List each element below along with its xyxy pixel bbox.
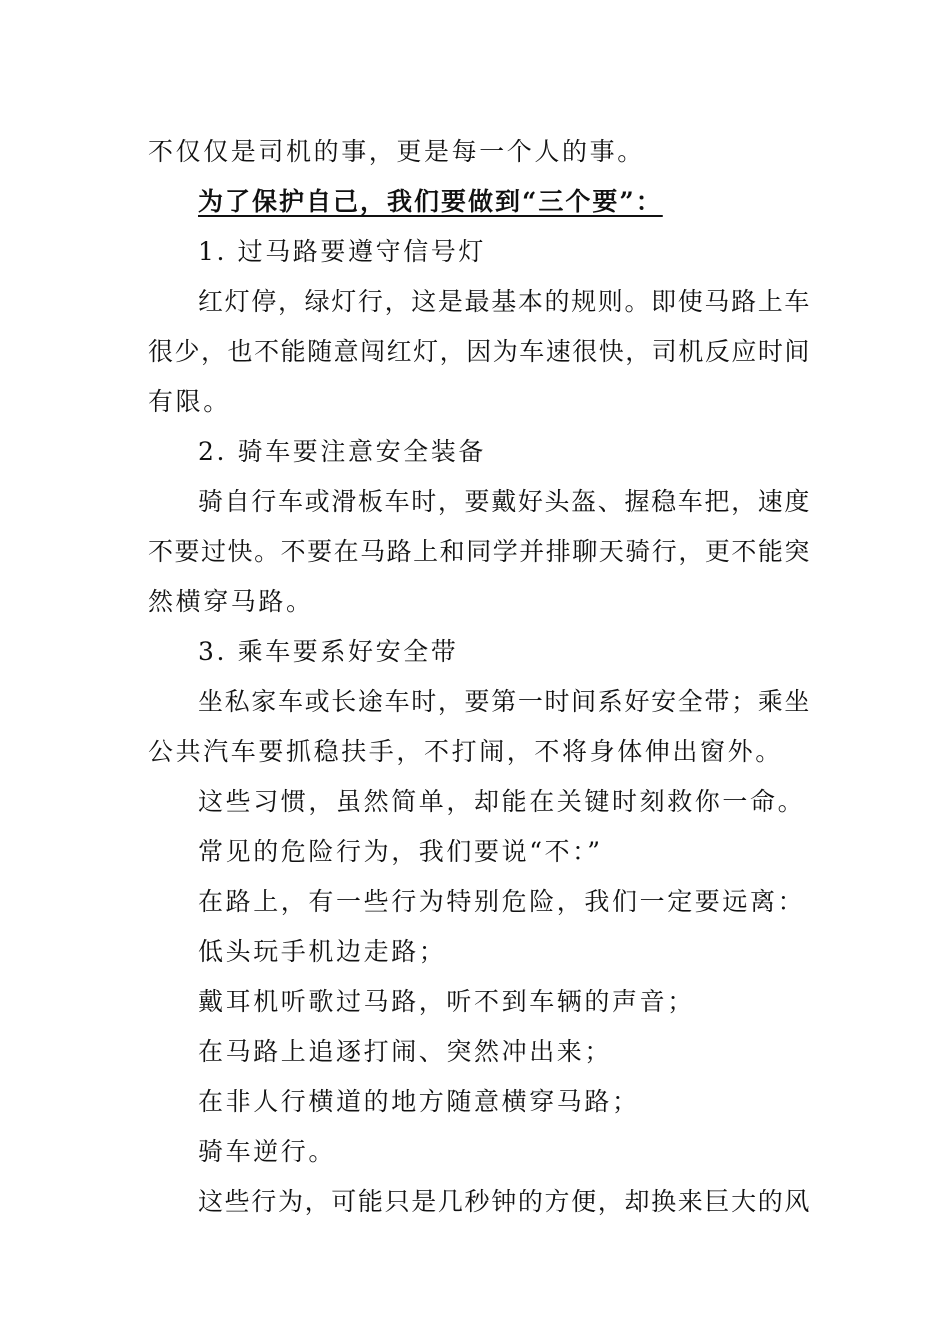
list-item: 在非人行横道的地方随意横穿马路；	[198, 1087, 640, 1116]
paragraph-line: 不仅仅是司机的事，更是每一个人的事。	[148, 137, 645, 166]
list-item: 低头玩手机边走路；	[198, 937, 447, 966]
list-item: 戴耳机听歌过马路，听不到车辆的声音；	[198, 987, 695, 1016]
paragraph-line: 不要过快。不要在马路上和同学并排聊天骑行，更不能突	[148, 537, 811, 566]
paragraph-line: 红灯停，绿灯行，这是最基本的规则。即使马路上车	[198, 287, 812, 316]
list-item-heading: 2. 骑车要注意安全装备	[198, 437, 487, 466]
paragraph-line: 然横穿马路。	[148, 587, 314, 616]
list-item: 骑车逆行。	[198, 1137, 337, 1166]
list-item-heading: 1. 过马路要遵守信号灯	[198, 237, 487, 266]
paragraph-line: 很少，也不能随意闯红灯，因为车速很快，司机反应时间	[148, 337, 811, 366]
paragraph-line: 骑自行车或滑板车时，要戴好头盔、握稳车把，速度	[198, 487, 812, 516]
list-item-heading: 3. 乘车要系好安全带	[198, 637, 459, 666]
paragraph-line: 这些习惯，虽然简单，却能在关键时刻救你一命。	[198, 787, 806, 816]
list-item: 在马路上追逐打闹、突然冲出来；	[198, 1037, 613, 1066]
paragraph-line: 常见的危险行为，我们要说“不：”	[198, 837, 603, 866]
paragraph-line: 公共汽车要抓稳扶手，不打闹，不将身体伸出窗外。	[148, 737, 783, 766]
section-heading: 为了保护自己，我们要做到“三个要”：	[198, 187, 663, 216]
paragraph-line: 有限。	[148, 387, 231, 416]
paragraph-line: 坐私家车或长途车时，要第一时间系好安全带；乘坐	[198, 687, 812, 716]
paragraph-line: 在路上，有一些行为特别危险，我们一定要远离：	[198, 887, 806, 916]
paragraph-line: 这些行为，可能只是几秒钟的方便，却换来巨大的风	[198, 1187, 812, 1216]
